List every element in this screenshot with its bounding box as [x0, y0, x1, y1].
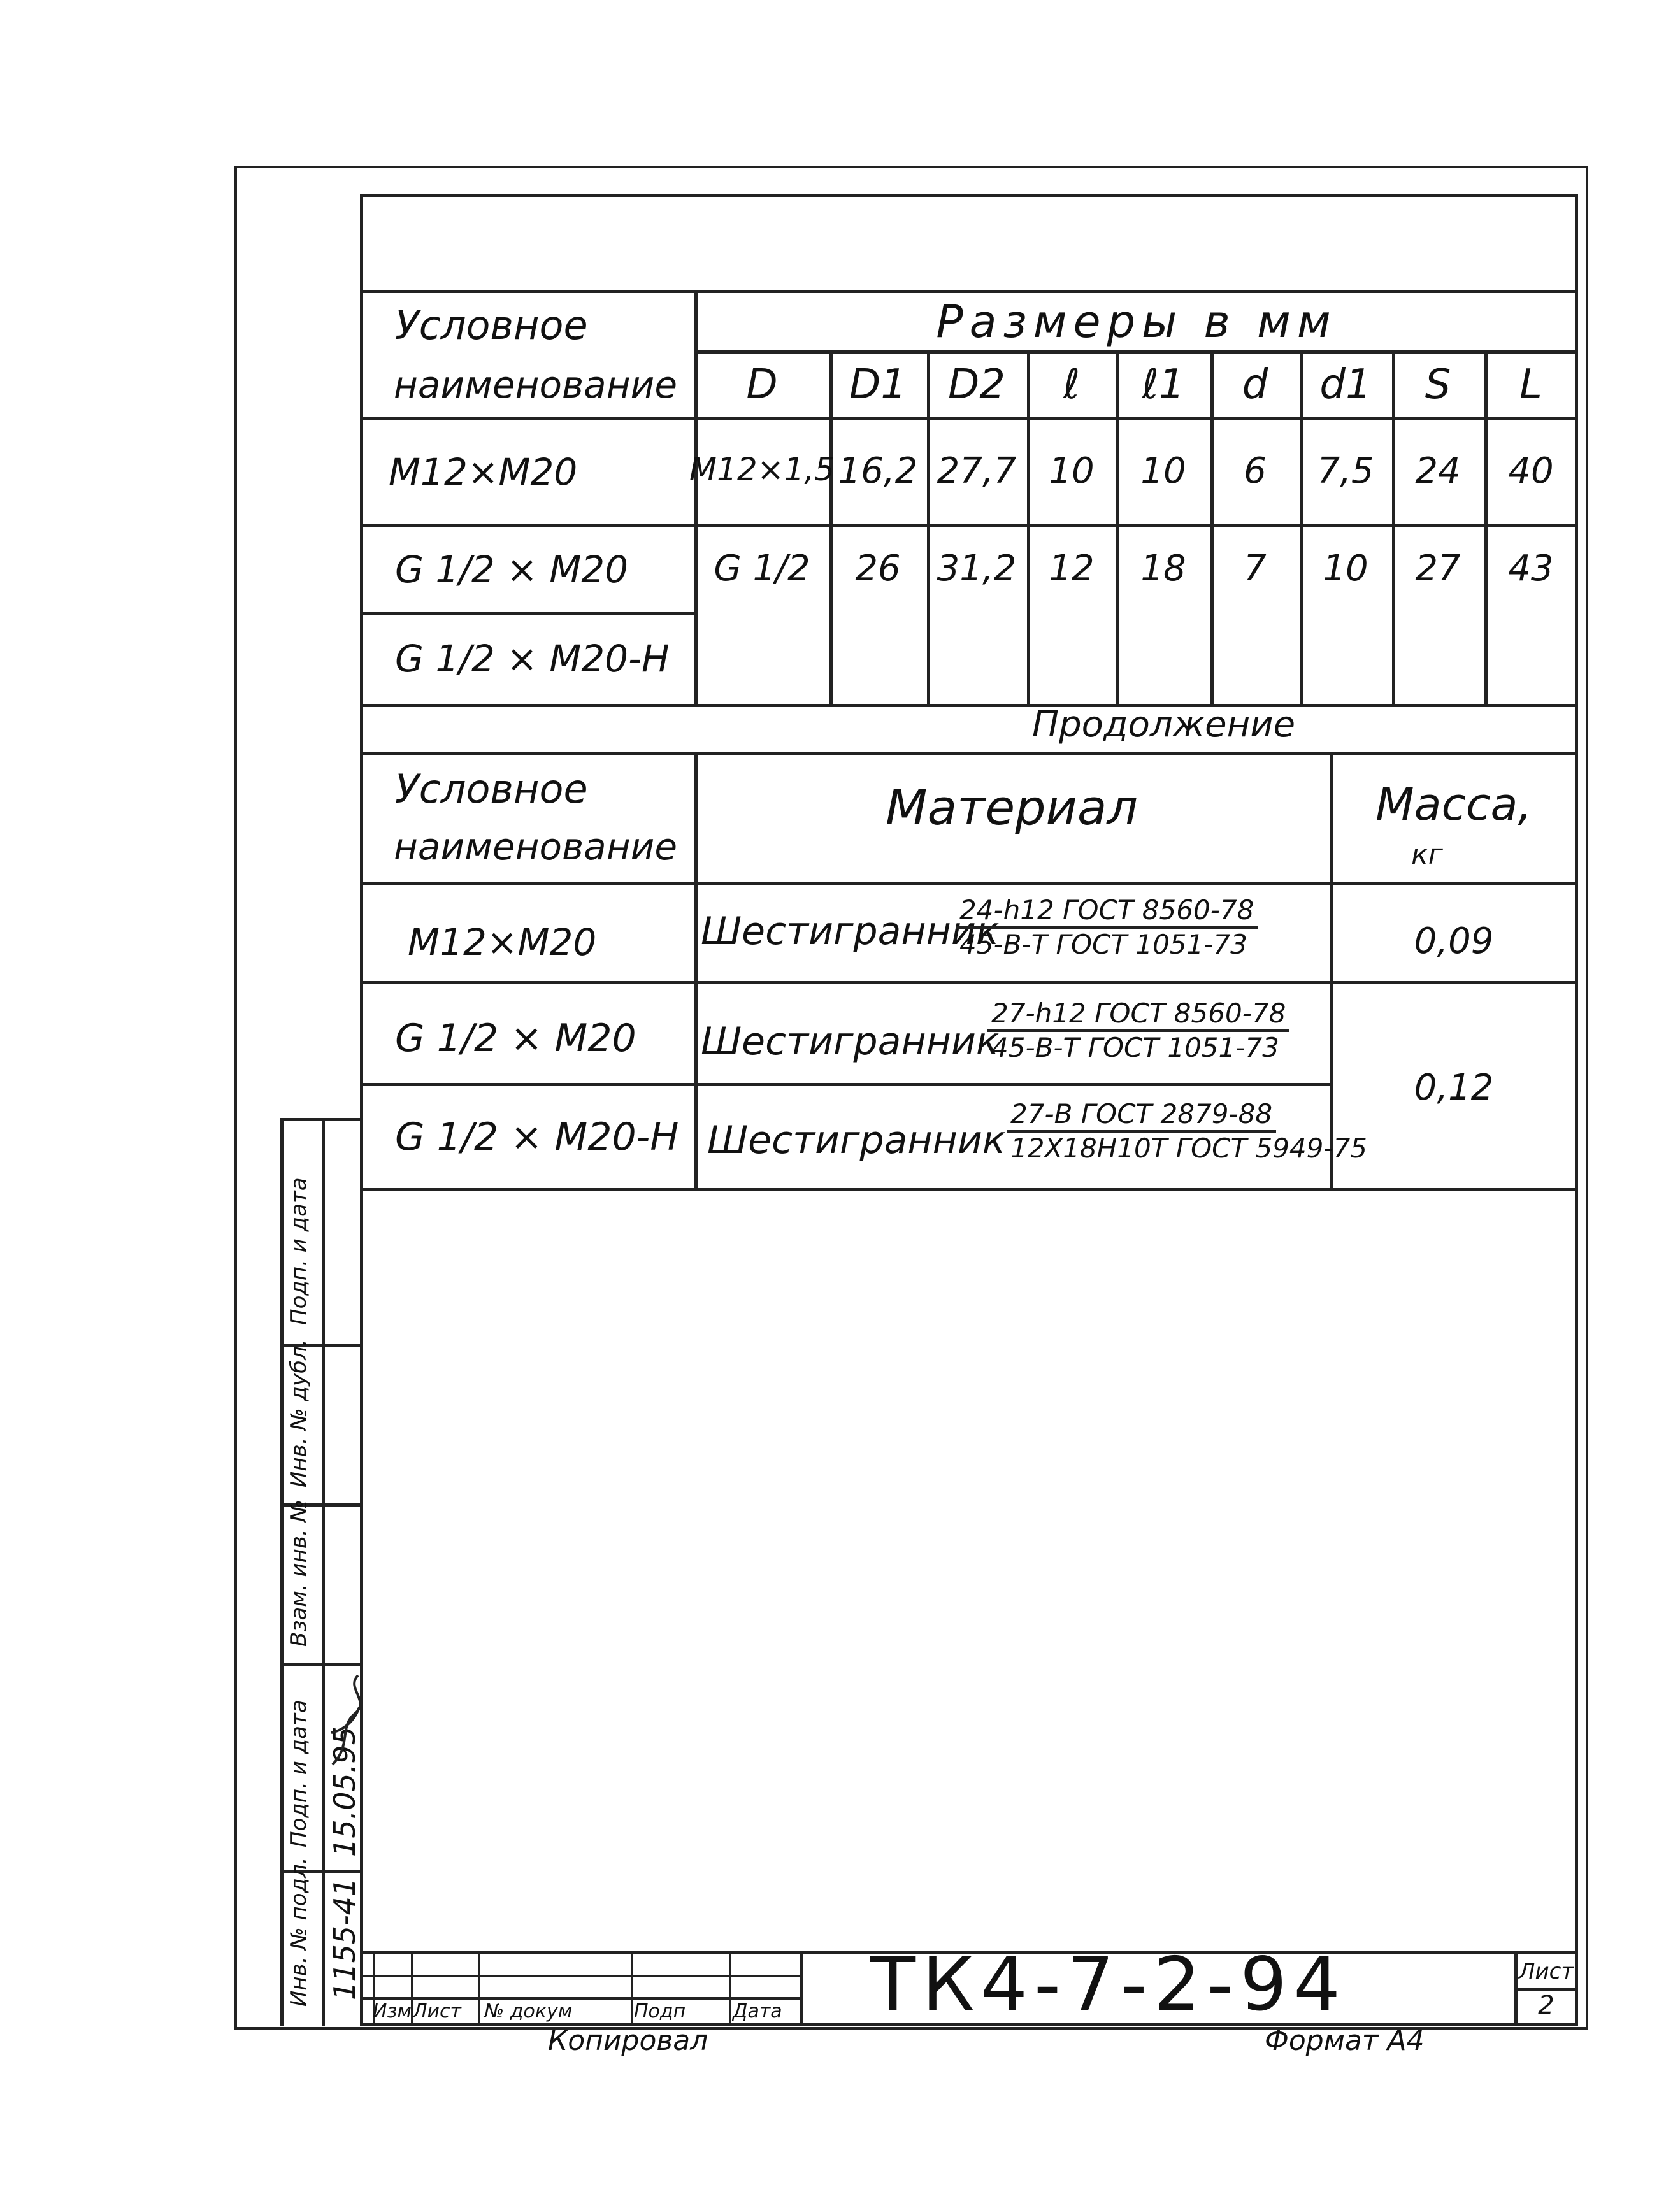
t2-row1-material-bottom: 45-В-Т ГОСТ 1051-73: [959, 929, 1247, 960]
t2-head-mass-unit: кг: [1411, 838, 1443, 871]
t1-row3-name: G 1/2 × M20-H: [395, 637, 670, 680]
t2-row3-material-prefix: Шестигранник: [707, 1118, 1006, 1163]
col-d1: d1: [1319, 361, 1372, 408]
t1-row2-name: G 1/2 × M20: [395, 548, 629, 591]
t1-row1-name: M12×M20: [389, 450, 578, 494]
t1-row2-l1: 18: [1140, 548, 1186, 589]
col-D2: D2: [948, 361, 1005, 408]
t1-row1-d1: 7,5: [1317, 450, 1374, 492]
t2-head-name-line1: Условное: [395, 766, 588, 812]
t2-head-material: Материал: [886, 779, 1138, 836]
t2-row2-material-prefix: Шестигранник: [701, 1019, 1000, 1064]
t2-row1-material-prefix: Шестигранник: [701, 909, 1000, 954]
t1-row1-l1: 10: [1140, 450, 1186, 492]
col-label-list: Лист: [413, 2000, 462, 2023]
footer-copied: Копировал: [548, 2024, 708, 2057]
t2-row2-material-top: 27-h12 ГОСТ 8560-78: [987, 1000, 1289, 1032]
col-S: S: [1425, 361, 1451, 408]
col-label-date: Дата: [733, 2000, 782, 2023]
col-label-sign: Подп: [634, 2000, 686, 2023]
t2-row3-material-bottom: 12Х18Н10Т ГОСТ 5949-75: [1010, 1133, 1367, 1164]
col-l1: ℓ1: [1142, 361, 1185, 408]
t1-row2-D: G 1/2: [714, 548, 810, 589]
t2-row2-material-fraction: [987, 1000, 1289, 1061]
continuation-label: Продолжение: [1032, 704, 1296, 745]
col-d: d: [1242, 361, 1268, 408]
side-label-inv-orig: Инв. № подл.: [286, 1857, 312, 2007]
t1-row2-S: 27: [1415, 548, 1461, 589]
side-value-date: 15.05.95: [327, 1726, 362, 1857]
t1-row2-d1: 10: [1323, 548, 1368, 589]
t2-row3-material-fraction: [1007, 1098, 1371, 1164]
signature-mark: [326, 1669, 364, 1771]
t1-row1-L: 40: [1508, 450, 1554, 492]
t1-row2-d: 7: [1244, 548, 1267, 589]
doc-number: ТК4-7-2-94: [870, 1942, 1347, 2028]
t1-row1-D: M12×1,5: [689, 451, 835, 488]
t1-row1-S: 24: [1415, 450, 1461, 492]
t1-row1-D2: 27,7: [937, 450, 1017, 492]
t1-row2-l: 12: [1049, 548, 1095, 589]
col-L: L: [1519, 361, 1542, 408]
side-label-replace-inv: Взам. инв. №: [286, 1500, 312, 1647]
t1-row2-D2: 31,2: [937, 548, 1017, 589]
t2-row1-mass: 0,09: [1414, 920, 1494, 962]
t2-head-name-line2: наименование: [394, 825, 678, 868]
sheet-label: Лист: [1518, 1959, 1574, 1984]
t1-row1-d: 6: [1244, 450, 1267, 492]
t2-row1-material-top: 24-h12 ГОСТ 8560-78: [956, 897, 1258, 929]
t2-row3-name: G 1/2 × M20-H: [395, 1115, 679, 1159]
t2-row1-material-fraction: [956, 894, 1258, 960]
t2-mass-merged: 0,12: [1414, 1067, 1494, 1108]
t2-head-mass: Масса,: [1375, 778, 1532, 831]
t1-row1-D1: 16,2: [838, 450, 918, 492]
side-value-inv-orig: 1155-41: [327, 1877, 362, 2000]
col-l: ℓ: [1063, 361, 1081, 408]
sheet-number: 2: [1538, 1991, 1554, 2020]
t1-row1-l: 10: [1049, 450, 1095, 492]
col-D1: D1: [849, 361, 907, 408]
t1-head-sizes: Размеры в мм: [936, 296, 1337, 348]
t2-row2-material-bottom: 45-В-Т ГОСТ 1051-73: [991, 1032, 1279, 1063]
t1-head-name-line1: Условное: [395, 302, 588, 348]
footer-format: Формат А4: [1265, 2024, 1425, 2057]
t1-row2-L: 43: [1508, 548, 1554, 589]
col-D: D: [746, 361, 778, 408]
side-label-sign-date-1: Подп. и дата: [286, 1700, 312, 1847]
t2-row1-name: M12×M20: [408, 920, 597, 964]
side-label-sign-date-2: Подп. и дата: [286, 1177, 312, 1325]
col-label-izm: Изм: [373, 2000, 412, 2023]
side-label-inv-dup: Инв. № дубл.: [286, 1339, 312, 1487]
col-label-doc: № докум: [484, 2000, 573, 2023]
t1-head-name-line2: наименование: [394, 363, 678, 406]
t2-row2-name: G 1/2 × M20: [395, 1016, 636, 1061]
t2-row3-material-top: 27-В ГОСТ 2879-88: [1007, 1101, 1276, 1133]
t1-row2-D1: 26: [855, 548, 901, 589]
